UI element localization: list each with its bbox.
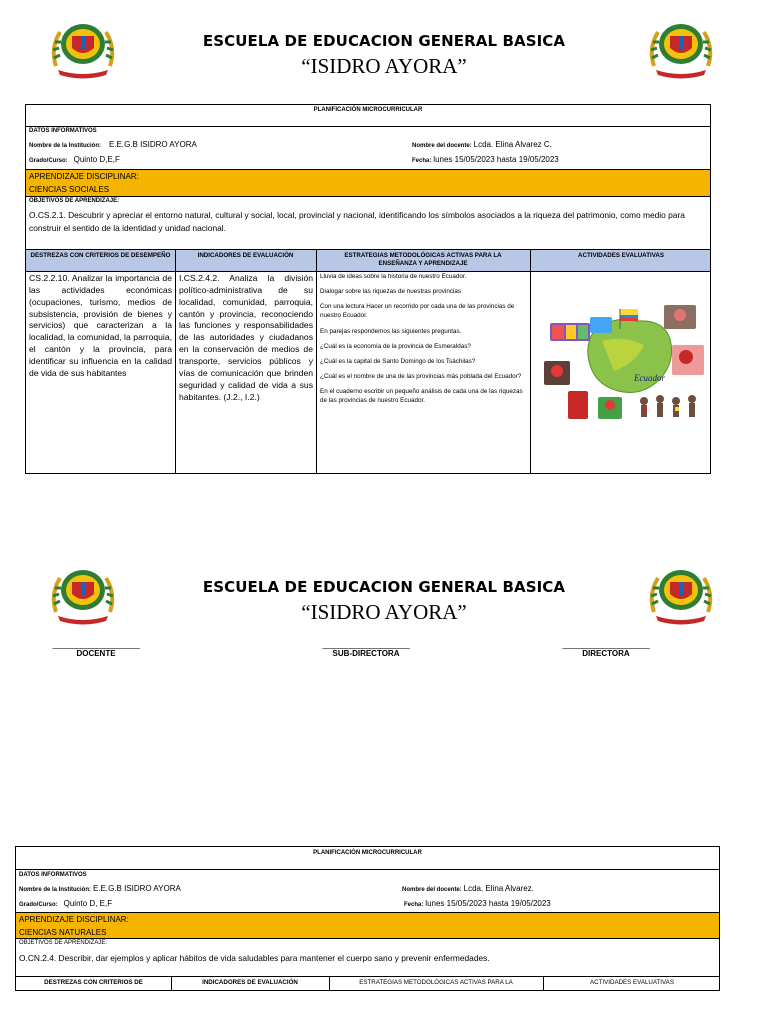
column-header-row: [16, 976, 719, 992]
grade-label: Grado/Curso:: [29, 158, 68, 164]
date-label: Fecha:: [404, 902, 424, 908]
signature-subdirectora: ______________________ SUB-DIRECTORA: [306, 640, 426, 658]
col-actividades: ACTIVIDADES EVALUATIVAS: [590, 979, 674, 986]
learning-area-band: [26, 169, 710, 197]
learning-area-band: [16, 912, 719, 939]
school-name: “ISIDRO AYORA”: [301, 600, 467, 624]
date-label: Fecha:: [412, 158, 432, 164]
institution-label: Nombre de la Institución:: [29, 143, 102, 149]
signature-directora: ______________________ DIRECTORA: [546, 640, 666, 658]
map-label: Ecuador: [634, 373, 665, 383]
signature-docente: ______________________ DOCENTE: [36, 640, 156, 658]
ecuador-collage-image: [544, 301, 706, 425]
grade-value: Quinto D,E,F: [73, 155, 120, 164]
strategy-item: ¿Cuál es la capital de Santo Domingo de los Tsáchilas?: [320, 357, 476, 365]
col-indicadores: INDICADORES DE EVALUACIÓN: [197, 252, 294, 259]
school-title: ESCUELA DE EDUCACION GENERAL BASICA: [202, 32, 566, 50]
strategy-item: Dialogar sobre las riquezas de nuestras provincias: [320, 288, 462, 296]
date-value: lunes 15/05/2023 hasta 19/05/2023: [433, 155, 559, 164]
header-top: [0, 18, 768, 88]
strategies-list: [320, 272, 526, 411]
school-name: “ISIDRO AYORA”: [301, 54, 467, 78]
sheet-caption: PLANIFICACIÓN MICROCURRICULAR: [313, 850, 422, 856]
signature-label: DIRECTORA: [582, 649, 630, 658]
institution-value: E.E.G.B ISIDRO AYORA: [92, 884, 181, 893]
planning-sheet-1: [25, 104, 711, 474]
col-destrezas: DESTREZAS CON CRITERIOS DE: [44, 979, 143, 986]
indicador-text: I.CS.2.4.2. Analiza la división político-administrativa de su localidad, comunidad, parroquia, cantón y provincia, reconociendo las funciones y responsabilidades de las autoridades y ciudadanos en la conservación de medios de transporte, servicios públicos y vías de comunicación que brinden seguridad y calidad de vida a sus habitantes. (J.2., I.2.): [179, 273, 313, 402]
col-estrategias: ESTRATEGIAS METODOLÓGICAS ACTIVAS PARA LA: [359, 979, 513, 986]
planning-sheet-2: [15, 846, 720, 991]
school-title: ESCUELA DE EDUCACION GENERAL BASICA: [202, 578, 566, 596]
objectives-label: OBJETIVOS DE APRENDIZAJE:: [19, 940, 108, 946]
learning-area-value: CIENCIAS SOCIALES: [29, 185, 110, 194]
column-header-row: [26, 249, 710, 272]
col-estrategias: ESTRATEGIAS METODOLÓGICAS ACTIVAS PARA LA ENSEÑANZA Y APRENDIZAJE: [344, 252, 502, 268]
institution-label: Nombre de la Institución:: [19, 887, 92, 893]
strategy-item: ¿Cuál es la economía de la provincia de Esmeraldas?: [320, 342, 471, 350]
col-actividades: ACTIVIDADES EVALUATIVAS: [578, 252, 664, 259]
strategy-item: En parejas respondemos las siguientes preguntas.: [320, 327, 462, 335]
col-indicadores: INDICADORES DE EVALUACIÓN: [202, 979, 298, 986]
school-seal-icon: [646, 18, 716, 80]
teacher-label: Nombre del docente:: [412, 143, 472, 149]
institution-value: E.E.G.B ISIDRO AYORA: [108, 140, 197, 149]
date-value: lunes 15/05/2023 hasta 19/05/2023: [425, 899, 551, 908]
strategy-item: Con una lectura Hacer un recorrido por cada una de las provincias de nuestro Ecuador.: [320, 303, 515, 320]
datos-label: DATOS INFORMATIVOS: [19, 872, 87, 878]
objectives-label: OBJETIVOS DE APRENDIZAJE:: [29, 198, 120, 204]
col-destrezas: DESTREZAS CON CRITERIOS DE DESEMPEÑO: [30, 252, 171, 259]
strategy-item: En el cuaderno escribir un pequeño análisis de cada una de las riquezas de las provincias de nuestro Ecuador.: [320, 388, 523, 405]
header-middle: [0, 564, 768, 634]
signature-label: SUB-DIRECTORA: [332, 649, 400, 658]
learning-area-label: APRENDIZAJE DISCIPLINAR:: [19, 915, 129, 924]
signature-label: DOCENTE: [76, 649, 116, 658]
teacher-value: Lcda. Elina Alvarez.: [463, 884, 534, 893]
grade-value: Quinto D, E,F: [63, 899, 113, 908]
objectives-value: O.CS.2.1. Descubrir y apreciar el entorno natural, cultural y social, local, provincial y nacional, identificando los símbolos asociados a la riqueza del patrimonio, como medio para construir el sentido de la identidad y unidad nacional.: [29, 210, 685, 233]
learning-area-label: APRENDIZAJE DISCIPLINAR:: [29, 172, 139, 181]
datos-label: DATOS INFORMATIVOS: [29, 128, 97, 134]
objectives-value: O.CN.2.4. Describir, dar ejemplos y aplicar hábitos de vida saludables para mantener el cuerpo sano y prevenir enfermedades.: [19, 953, 490, 963]
grade-label: Grado/Curso:: [19, 902, 58, 908]
strategy-item: ¿Cuál es el nombre de una de las provincias más poblada del Ecuador?: [320, 372, 522, 380]
sheet-caption: PLANIFICACIÓN MICROCURRICULAR: [313, 107, 423, 113]
teacher-value: Lcda. Elina Alvarez C.: [473, 140, 552, 149]
destreza-text: CS.2.2.10. Analizar la importancia de las actividades económicas (ocupaciones, turismo, medios de subsistencia, provisión de bienes y servicios) que caracterizan a la localidad, la comunidad, la parroquia, el cantón y la provincia, para identificar su influencia en la calidad de vida de sus habitantes: [29, 273, 172, 378]
school-seal-icon: [646, 564, 716, 626]
learning-area-value: CIENCIAS NATURALES: [19, 928, 107, 937]
strategy-item: Lluvia de ideas sobre la historia de nuestro Ecuador.: [320, 273, 467, 280]
teacher-label: Nombre del docente:: [402, 887, 462, 893]
